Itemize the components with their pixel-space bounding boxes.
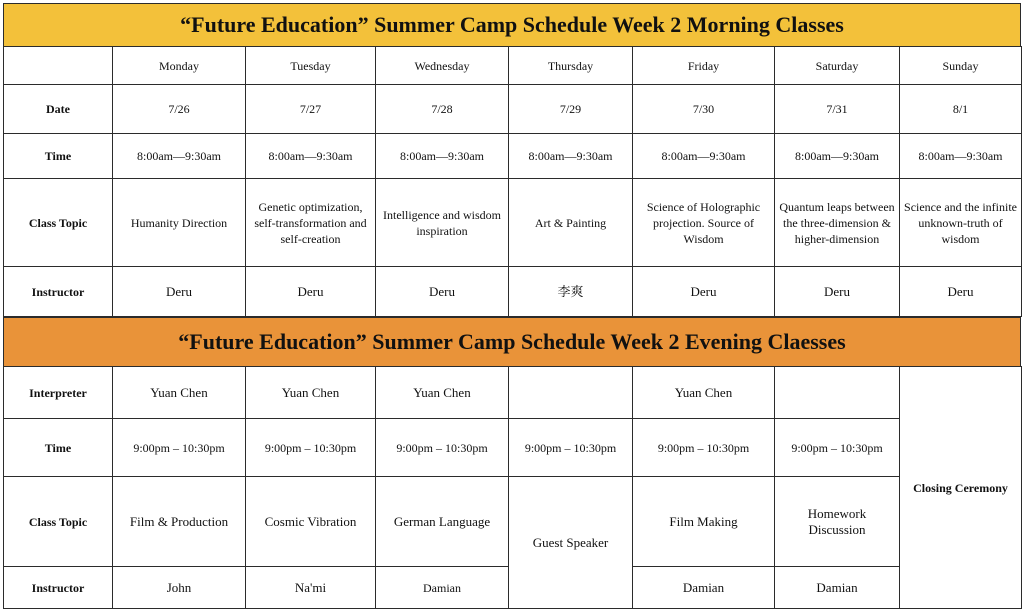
day-wednesday: Wednesday	[376, 47, 509, 85]
date-cell: 7/29	[509, 85, 633, 134]
topic-cell: Cosmic Vibration	[246, 477, 376, 567]
row-label-time: Time	[4, 419, 113, 477]
row-label-interpreter: Interpreter	[4, 367, 113, 419]
day-tuesday: Tuesday	[246, 47, 376, 85]
topic-cell: Homework Discussion	[775, 477, 900, 567]
evening-time-row	[4, 419, 1022, 477]
evening-table	[3, 366, 1022, 609]
instructor-cell: Deru	[633, 267, 775, 317]
instructor-cell: Damian	[775, 567, 900, 609]
corner-cell	[4, 47, 113, 85]
interpreter-cell: Yuan Chen	[246, 367, 376, 419]
time-cell: 9:00pm – 10:30pm	[775, 419, 900, 477]
evening-title: “Future Education” Summer Camp Schedule Week 2 Evening Claesses	[3, 317, 1021, 367]
instructor-cell: Na'mi	[246, 567, 376, 609]
row-label-topic: Class Topic	[4, 179, 113, 267]
row-label-topic: Class Topic	[4, 477, 113, 567]
instructor-cell: John	[113, 567, 246, 609]
time-cell: 8:00am—9:30am	[509, 134, 633, 179]
evening-topic-row	[4, 477, 1022, 567]
instructor-cell: Deru	[900, 267, 1022, 317]
topic-cell: Science of Holographic projection. Source of Wisdom	[633, 179, 775, 267]
time-cell: 8:00am—9:30am	[633, 134, 775, 179]
date-cell: 7/30	[633, 85, 775, 134]
interpreter-cell: Yuan Chen	[633, 367, 775, 419]
day-saturday: Saturday	[775, 47, 900, 85]
time-cell: 9:00pm – 10:30pm	[246, 419, 376, 477]
topic-cell: Quantum leaps between the three-dimension & higher-dimension	[775, 179, 900, 267]
day-friday: Friday	[633, 47, 775, 85]
day-thursday: Thursday	[509, 47, 633, 85]
topic-row	[4, 179, 1022, 267]
time-cell: 9:00pm – 10:30pm	[633, 419, 775, 477]
closing-ceremony-cell: Closing Ceremony	[900, 367, 1022, 609]
row-label-date: Date	[4, 85, 113, 134]
time-row	[4, 134, 1022, 179]
morning-title: “Future Education” Summer Camp Schedule Week 2 Morning Classes	[3, 3, 1021, 47]
guest-speaker-cell: Guest Speaker	[509, 477, 633, 609]
instructor-cell: 李爽	[509, 267, 633, 317]
instructor-cell: Damian	[376, 567, 509, 609]
row-label-instructor: Instructor	[4, 267, 113, 317]
date-cell: 8/1	[900, 85, 1022, 134]
time-cell: 8:00am—9:30am	[376, 134, 509, 179]
day-monday: Monday	[113, 47, 246, 85]
day-header-row	[4, 47, 1022, 85]
time-cell: 8:00am—9:30am	[775, 134, 900, 179]
date-cell: 7/26	[113, 85, 246, 134]
time-cell: 8:00am—9:30am	[113, 134, 246, 179]
date-cell: 7/31	[775, 85, 900, 134]
time-cell: 9:00pm – 10:30pm	[509, 419, 633, 477]
date-cell: 7/28	[376, 85, 509, 134]
time-cell: 8:00am—9:30am	[246, 134, 376, 179]
topic-cell: Film & Production	[113, 477, 246, 567]
instructor-cell: Deru	[246, 267, 376, 317]
topic-cell: Science and the infinite unknown-truth of wisdom	[900, 179, 1022, 267]
interpreter-cell	[775, 367, 900, 419]
day-sunday: Sunday	[900, 47, 1022, 85]
topic-cell: Art & Painting	[509, 179, 633, 267]
instructor-row	[4, 267, 1022, 317]
instructor-cell: Deru	[775, 267, 900, 317]
topic-cell: Intelligence and wisdom inspiration	[376, 179, 509, 267]
row-label-instructor: Instructor	[4, 567, 113, 609]
time-cell: 9:00pm – 10:30pm	[376, 419, 509, 477]
morning-table	[3, 46, 1022, 317]
topic-cell: Genetic optimization, self-transformation and self-creation	[246, 179, 376, 267]
interpreter-cell: Yuan Chen	[376, 367, 509, 419]
date-row	[4, 85, 1022, 134]
time-cell: 9:00pm – 10:30pm	[113, 419, 246, 477]
interpreter-cell	[509, 367, 633, 419]
topic-cell: German Language	[376, 477, 509, 567]
interpreter-row	[4, 367, 1022, 419]
topic-cell: Film Making	[633, 477, 775, 567]
instructor-cell: Deru	[376, 267, 509, 317]
topic-cell: Humanity Direction	[113, 179, 246, 267]
instructor-cell: Damian	[633, 567, 775, 609]
instructor-cell: Deru	[113, 267, 246, 317]
time-cell: 8:00am—9:30am	[900, 134, 1022, 179]
date-cell: 7/27	[246, 85, 376, 134]
row-label-time: Time	[4, 134, 113, 179]
interpreter-cell: Yuan Chen	[113, 367, 246, 419]
